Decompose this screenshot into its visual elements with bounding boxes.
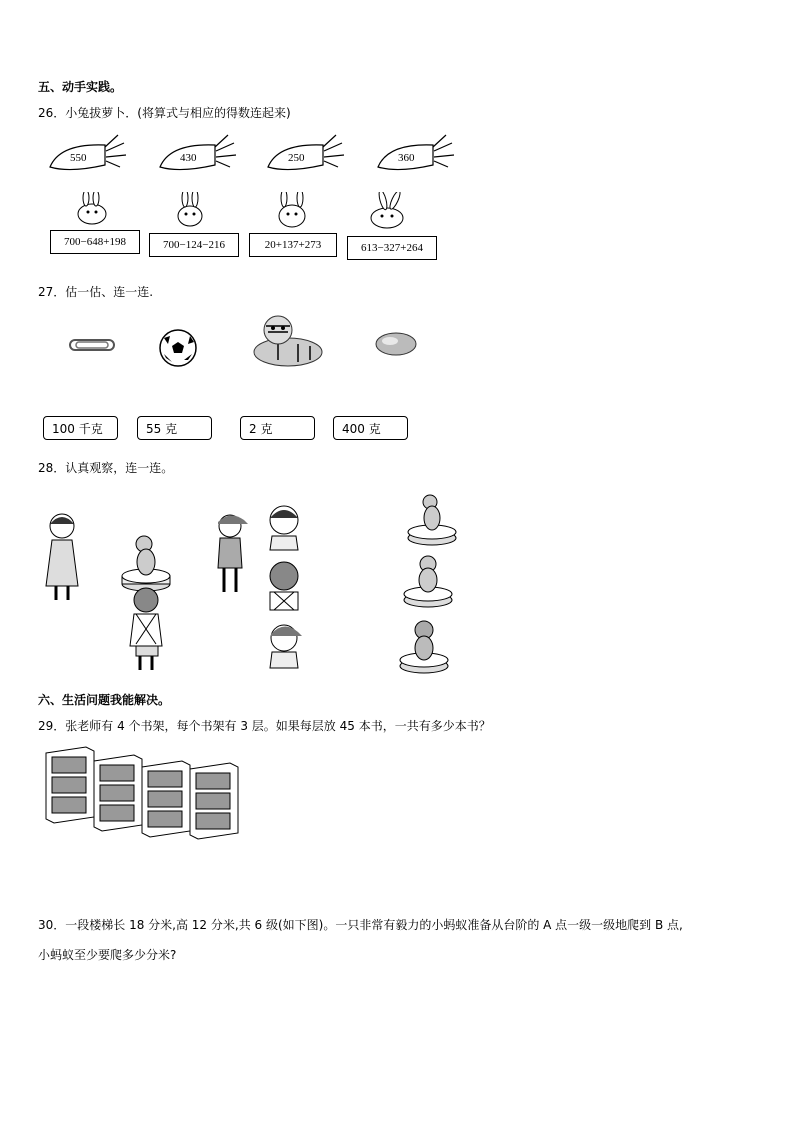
carrot-value: 250 [288,152,305,164]
rabbits-row [60,192,460,232]
bookshelf-icon [94,755,142,831]
rabbit-icon [178,192,202,226]
carrot-icon [378,135,454,170]
weight-option[interactable]: 100 千克 [43,416,118,440]
cat-stand-2 [404,556,452,607]
section-title: 六、生活问题我能解决。 [38,693,171,707]
carrot-icon [160,135,236,170]
tiger-icon [254,316,322,366]
carrot-value: 550 [70,152,87,164]
carrot-value: 360 [398,152,415,164]
section-title: 五、动手实践。 [38,80,123,94]
bookshelf-icon [190,763,238,839]
boy-side-figure [218,515,248,592]
soccer-ball-icon [160,330,196,366]
equation-box[interactable]: 700−648+198 [50,230,140,254]
egg-icon [376,333,416,355]
bookshelf-icon [142,761,190,837]
cat-stand-3 [400,621,448,673]
paperclip-icon [70,340,114,350]
cat-on-stand [122,536,170,591]
weight-option[interactable]: 55 克 [137,416,212,440]
question-26: 26．小兔拔萝卜．(将算式与相应的得数连起来) [38,106,291,120]
rabbit-icon [371,192,403,228]
carrot-value: 430 [180,152,197,164]
girl-head [270,506,298,550]
equation-box[interactable]: 20+137+273 [249,233,337,257]
boy-back-figure [130,588,162,670]
observation-figure [30,490,470,680]
rabbit-icon [78,192,106,224]
cat-stand-1 [408,495,456,545]
carrot-icon [50,135,126,170]
carrots-row [40,125,470,180]
weight-option[interactable]: 400 克 [333,416,408,440]
carrot-icon [268,135,344,170]
objects-row [60,310,430,370]
question-27: 27．估一估、连一连. [38,285,154,299]
rabbit-icon [279,192,305,227]
boy-back-head [270,562,298,610]
girl-figure [46,514,78,600]
weight-option[interactable]: 2 克 [240,416,315,440]
bookshelf-icon [46,747,94,823]
question-28: 28．认真观察，连一连。 [38,461,174,475]
equation-box[interactable]: 613−327+264 [347,236,437,260]
question-29: 29．张老师有 4 个书架，每个书架有 3 层。如果每层放 45 本书，一共有多少本书？ [38,719,491,733]
question-30-line2: 小蚂蚁至少要爬多少分米? [38,948,177,962]
bookshelves-figure [44,745,244,840]
boy-front-head [270,625,302,668]
question-30-line1: 30．一段楼梯长 18 分米,高 12 分米,共 6 级(如下图)。一只非常有毅力的小蚂蚁准备从台阶的 A 点一级一级地爬到 B 点, [38,918,683,932]
equation-box[interactable]: 700−124−216 [149,233,239,257]
